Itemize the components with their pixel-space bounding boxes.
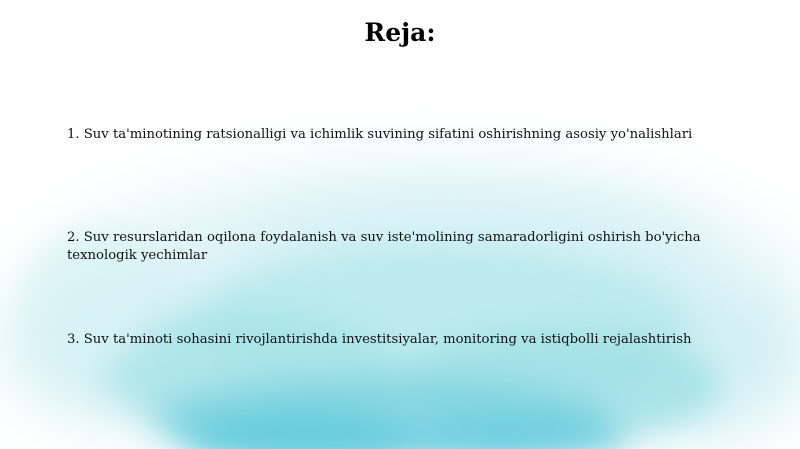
plan-item-3: 3. Suv ta'minoti sohasini rivojlantirishda investitsiyalar, monitoring va istiqbolli rejalashtirish	[67, 332, 692, 347]
slide-title: Reja:	[364, 18, 436, 47]
plan-item-1: 1. Suv ta'minotining ratsionalligi va ichimlik suvining sifatini oshirishning asosiy yo'nalishlari	[67, 127, 693, 142]
plan-item-2: 2. Suv resurslaridan oqilona foydalanish va suv iste'molining samaradorligini oshirish bo'yicha texnologik yechimlar	[67, 230, 701, 263]
